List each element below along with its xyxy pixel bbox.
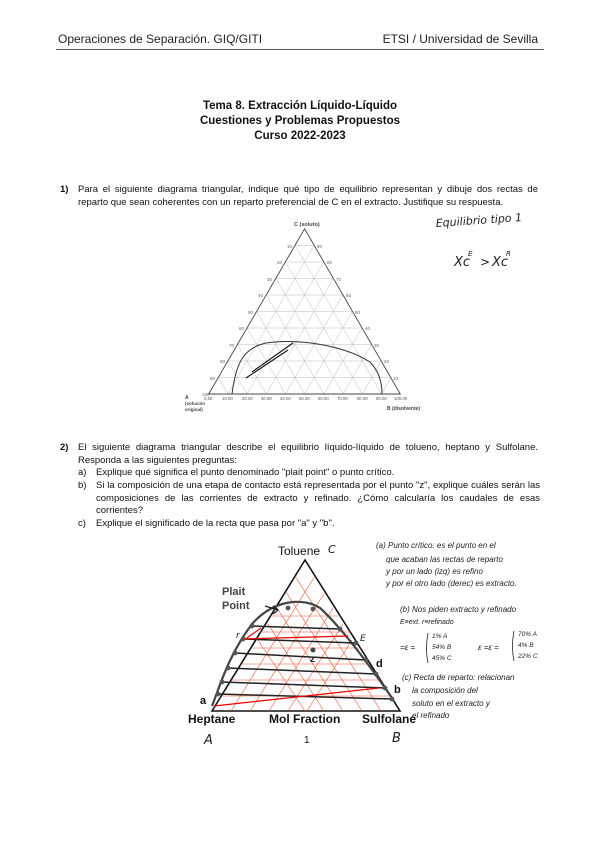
svg-text:10: 10 <box>393 376 399 381</box>
vertex-toluene-label: Toluene <box>278 544 321 558</box>
hw-answer-c-4: el refinado <box>412 711 450 720</box>
hw-raf-comp-c: 22% C <box>518 653 538 660</box>
hw-ext-comp-a: 1% A <box>432 633 448 640</box>
svg-text:100.00: 100.00 <box>394 396 408 401</box>
svg-text:60: 60 <box>346 293 352 298</box>
svg-text:100: 100 <box>202 392 210 397</box>
hw-ext-comp-b: 54% B <box>432 644 452 651</box>
hw-answer-b-raf: ε =ε = <box>478 643 499 652</box>
hw-raf-comp-b: 4% B <box>518 642 534 649</box>
plait-point-label-1: Plait <box>222 586 246 598</box>
svg-text:0.00: 0.00 <box>204 396 213 401</box>
q2a-text: Explique qué significa el punto denominado "plait point" o punto crítico. <box>96 467 395 478</box>
svg-text:70: 70 <box>336 277 342 282</box>
header-divider <box>56 49 544 50</box>
svg-text:40: 40 <box>365 326 371 331</box>
q1-handwritten-answer <box>430 210 560 280</box>
svg-text:60.00: 60.00 <box>318 396 329 401</box>
hw-point-r: r <box>236 631 240 641</box>
svg-text:80.00: 80.00 <box>357 396 368 401</box>
apex-label: C (soluto) <box>294 222 320 228</box>
svg-text:70.00: 70.00 <box>337 396 348 401</box>
header-course: Operaciones de Separación. GIQ/GITI <box>58 32 263 46</box>
vertex-a-desc1: (solución <box>185 401 205 406</box>
q1-ternary-diagram <box>170 212 430 416</box>
svg-text:20.00: 20.00 <box>242 396 253 401</box>
hw-answer-a-3: y por un lado (izq) es refino <box>386 567 483 576</box>
hw-answer-c-3: soluto en el extracto y <box>412 699 490 708</box>
svg-text:50: 50 <box>355 310 361 315</box>
hw-answer-b-2: E≡ext. r≡refinado <box>400 619 454 626</box>
hw-answer-b-1: (b) Nos piden extracto y refinado <box>400 605 517 614</box>
q2b-text: Si la composición de una etapa de contacto está representada por el punto "z", explique cuáles serán las composiciones de las corrientes de extracto y refinado. ¿Cómo calcularía los caudales de esas corrientes? <box>96 480 540 516</box>
svg-text:30.00: 30.00 <box>261 396 272 401</box>
hw-raf-comp-a: 70% A <box>518 631 537 638</box>
hw-equilibrium-type: Equilibrio tipo 1 <box>435 210 523 230</box>
q2-number: 2) <box>60 442 69 453</box>
svg-text:40: 40 <box>258 293 264 298</box>
q2c-label: c) <box>78 518 86 529</box>
svg-text:10: 10 <box>287 244 293 249</box>
vertex-b-label: B (disolvente) <box>387 406 421 412</box>
svg-text:90.00: 90.00 <box>376 396 387 401</box>
hw-vertex-c: C <box>328 543 336 556</box>
q2a-label: a) <box>78 467 87 478</box>
svg-text:20: 20 <box>384 359 390 364</box>
hw-answer-b-ext: =ε = <box>400 643 416 652</box>
doc-subtitle: Cuestiones y Problemas Propuestos <box>199 115 401 127</box>
q2c-text: Explique el significado de la recta que pasa por "a" y "b". <box>96 518 335 529</box>
vertex-heptane-label: Heptane <box>188 712 236 726</box>
svg-text:90: 90 <box>317 244 323 249</box>
hw-ext-comp-c: 45% C <box>432 655 452 662</box>
point-z-label: z <box>310 654 315 665</box>
vertex-a-label: A <box>185 395 189 401</box>
svg-text:20: 20 <box>277 260 283 265</box>
svg-text:30: 30 <box>374 343 380 348</box>
page-number: 1 <box>304 735 310 746</box>
q1-number: 1) <box>60 184 69 195</box>
svg-text:50.00: 50.00 <box>299 396 310 401</box>
hw-answer-c-2: la composición del <box>412 686 478 695</box>
svg-text:50: 50 <box>248 310 254 315</box>
q1-text: Para el siguiente diagrama triangular, indique qué tipo de equilibrio representan y dibuje dos rectas de reparto que sean coherentes con un reparto preferencial de C en el extracto. Justifique su respuesta. <box>78 184 538 208</box>
hw-answer-c-1: (c) Recta de reparto: relacionan <box>402 673 515 682</box>
svg-text:90: 90 <box>210 376 216 381</box>
q2-handwritten-answers <box>372 536 572 722</box>
doc-title: Tema 8. Extracción Líquido-Líquido <box>202 100 398 112</box>
vertex-a-desc2: original) <box>185 407 203 412</box>
q2b-label: b) <box>78 480 87 491</box>
hw-sup-e: E <box>468 250 473 258</box>
svg-text:80: 80 <box>327 260 333 265</box>
svg-text:10.00: 10.00 <box>222 396 233 401</box>
svg-text:60: 60 <box>239 326 245 331</box>
svg-text:40.00: 40.00 <box>280 396 291 401</box>
svg-text:30: 30 <box>267 277 273 282</box>
hw-xc-extract: Xc <box>454 255 471 270</box>
svg-text:70: 70 <box>229 343 235 348</box>
hw-answer-a-4: y por el otro lado (derec) es extracto. <box>386 579 517 588</box>
doc-course-year: Curso 2022-2023 <box>254 130 346 142</box>
point-z <box>311 648 316 653</box>
hw-vertex-b: B <box>392 731 401 746</box>
header-university: ETSI / Universidad de Sevilla <box>382 32 538 46</box>
axis-mol-fraction-label: Mol Fraction <box>269 712 341 726</box>
point-b-label: b <box>394 684 401 696</box>
plait-point-label-2: Point <box>222 600 250 612</box>
hw-greater: > <box>480 255 491 269</box>
point-d-label: d <box>376 658 383 670</box>
vertex-sulfolane-label: Sulfolane <box>362 712 417 726</box>
q2-intro: El siguiente diagrama triangular describe el equilibrio líquido-líquido de tolueno, heptano y Sulfolane. Responda a las siguientes preguntas: <box>78 442 538 466</box>
svg-text:80: 80 <box>220 359 226 364</box>
hw-sup-r: R <box>506 250 511 258</box>
hw-xc-raffinate: Xc <box>492 255 509 270</box>
hw-point-e: E <box>360 634 366 644</box>
hw-answer-a-2: que acaban las rectas de reparto <box>386 555 503 564</box>
hw-answer-a-1: (a) Punto crítico: es el punto en el <box>376 541 496 550</box>
hw-vertex-a: A <box>204 733 213 748</box>
point-a-label: a <box>200 695 207 707</box>
